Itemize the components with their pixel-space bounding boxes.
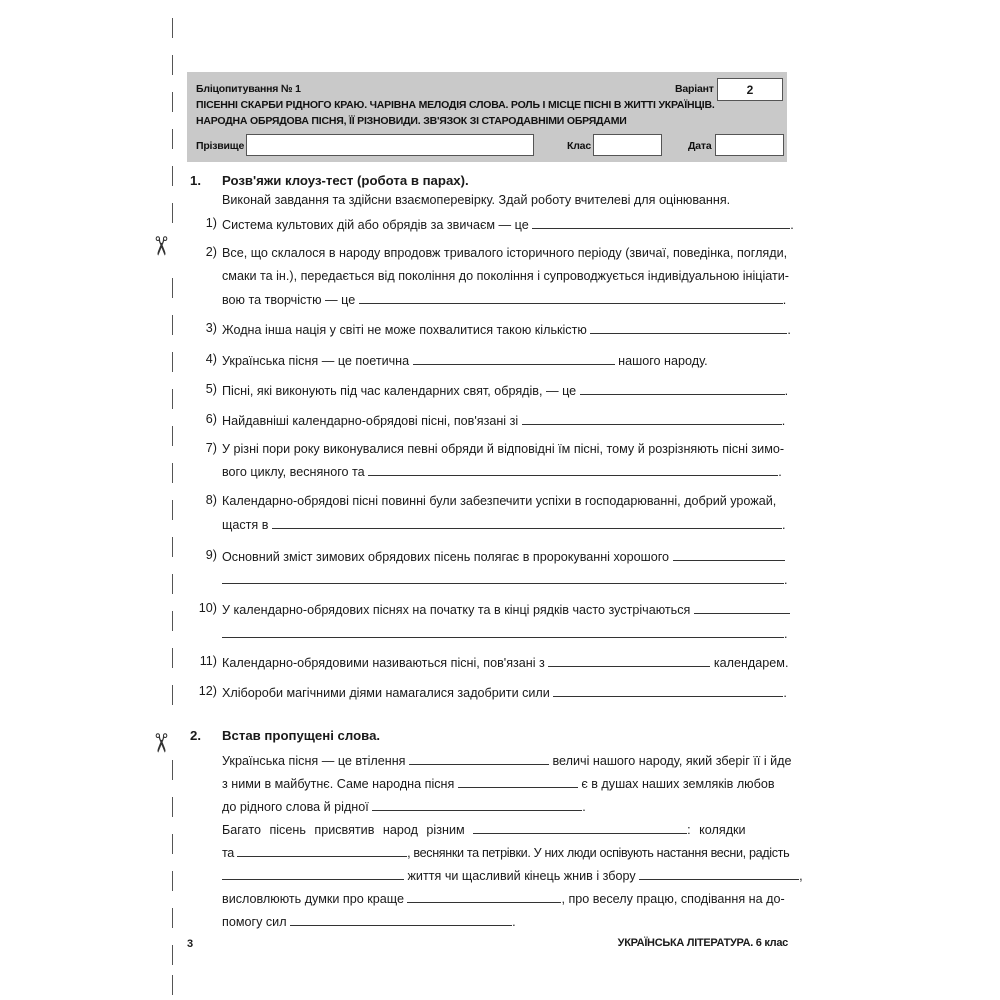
answer-blank[interactable]: [372, 798, 582, 811]
task-1-item-2-line-2: смаки та ін.), передається від покоління до покоління і супроводжується індивідуальною ініціати-: [222, 269, 790, 283]
answer-blank[interactable]: [222, 571, 784, 584]
text: помогу сил: [222, 915, 287, 929]
answer-blank[interactable]: [290, 913, 512, 926]
item-text: У календарно-обрядових піснях на початку та в кінці рядків часто зустрічаються: [222, 603, 691, 617]
variant-label: Варіант: [675, 83, 714, 95]
item-text: Хлібороби магічними діями намагалися задобрити сили: [222, 686, 550, 700]
text: , про веселу працю, сподівання на до-: [561, 892, 785, 906]
task-1-item-10-continuation: [222, 625, 788, 642]
answer-blank[interactable]: [413, 352, 615, 365]
answer-blank[interactable]: [639, 867, 799, 880]
cut-line-segment: [172, 611, 173, 631]
item-text: Основний зміст зимових обрядових пісень полягає в пророкуванні хорошого: [222, 550, 670, 564]
task-1-item-9: [222, 548, 785, 565]
item-number: 10): [198, 601, 217, 615]
answer-blank[interactable]: [532, 216, 790, 229]
item-number: 11): [199, 654, 217, 668]
cut-line-segment: [172, 203, 173, 223]
class-label: Клас: [567, 140, 591, 152]
task-2-line-7: [222, 890, 785, 907]
text: та: [222, 846, 234, 860]
item-number: 2): [205, 245, 217, 259]
page-number: 3: [187, 938, 194, 950]
task-1-item-12: [222, 684, 787, 701]
answer-blank[interactable]: [368, 463, 778, 476]
cut-line-segment: [172, 463, 173, 483]
period: .: [783, 686, 787, 700]
cut-line-segment: [172, 908, 173, 928]
answer-blank[interactable]: [222, 867, 404, 880]
scissors-icon: ✂: [145, 732, 176, 754]
cut-line-segment: [172, 55, 173, 75]
cut-line-segment: [172, 834, 173, 854]
task-1-item-2-line-1: Все, що склалося в народу впродовж тривалого історичного періоду (звичаї, поведінка, погляди,: [222, 246, 788, 260]
topic-line-1: ПІСЕННІ СКАРБИ РІДНОГО КРАЮ. ЧАРІВНА МЕЛОДІЯ СЛОВА. РОЛЬ І МІСЦЕ ПІСНІ В ЖИТТІ УКРАЇНЦІВ.: [196, 99, 715, 111]
text: ,: [799, 869, 803, 883]
period: .: [784, 627, 788, 641]
item-number: 5): [205, 382, 217, 396]
task-1-item-7-line-1: У різні пори року виконувалися певні обряди й відповідні їм пісні, тому й розрізняють пісні зимо-: [222, 442, 785, 456]
task-1-item-9-continuation: [222, 571, 788, 588]
text: величі нашого народу, який зберіг її і йде: [552, 754, 792, 768]
cut-line-segment: [172, 18, 173, 38]
item-text: Пісні, які виконують під час календарних свят, обрядів, — це: [222, 384, 577, 398]
task-1-item-2-line-3: [222, 291, 786, 308]
book-title: УКРАЇНСЬКА ЛІТЕРАТУРА. 6 клас: [617, 937, 788, 949]
item-number: 7): [205, 441, 217, 455]
cut-line-segment: [172, 574, 173, 594]
period: .: [781, 414, 786, 428]
answer-blank[interactable]: [590, 321, 787, 334]
cut-line-segment: [172, 648, 173, 668]
worksheet-header: [187, 72, 787, 162]
topic-line-2: НАРОДНА ОБРЯДОВА ПІСНЯ, ЇЇ РІЗНОВИДИ. ЗВ'ЯЗОК ЗІ СТАРОДАВНІМИ ОБРЯДАМИ: [196, 115, 627, 127]
answer-blank[interactable]: [222, 625, 784, 638]
cut-line-segment: [172, 278, 173, 298]
cut-line-segment: [172, 945, 173, 965]
task-1-item-4: [222, 352, 708, 369]
item-text: вого циклу, весняного та: [222, 465, 365, 479]
period: .: [778, 465, 782, 479]
period: .: [781, 518, 786, 532]
period: .: [790, 218, 794, 232]
task-2-line-8: [222, 913, 516, 930]
item-text: Календарно-обрядовими називаються пісні, пов'язані з: [222, 656, 545, 670]
task-2-line-2: [222, 775, 775, 792]
task-2-line-5: [222, 844, 789, 861]
task-2-line-4: [222, 821, 746, 838]
task-1-item-3: [222, 321, 791, 338]
text: .: [512, 915, 516, 929]
cut-line-segment: [172, 760, 173, 780]
cut-line-segment: [172, 166, 173, 186]
item-text-after: нашого народу.: [618, 354, 708, 368]
period: .: [582, 800, 586, 814]
task-1-item-8-line-1: Календарно-обрядові пісні повинні були забезпечити успіхи в господарюванні, добрий урожай,: [222, 494, 777, 508]
answer-blank[interactable]: [272, 516, 782, 529]
answer-blank[interactable]: [407, 890, 561, 903]
task-1-item-7-line-2: [222, 463, 782, 480]
date-field[interactable]: [715, 134, 784, 156]
cut-line-segment: [172, 975, 173, 995]
cut-line-segment: [172, 389, 173, 409]
date-label: Дата: [688, 140, 712, 152]
text: з ними в майбутнє. Саме народна пісня: [222, 777, 455, 791]
cut-line-segment: [172, 92, 173, 112]
item-text: щастя в: [222, 518, 269, 532]
task-1-item-11: [222, 654, 788, 671]
task-2-title: Встав пропущені слова.: [222, 728, 381, 743]
item-text: Жодна інша нація у світі не може похвалитися такою кількістю: [222, 323, 587, 337]
quiz-title: Бліцопитування № 1: [196, 83, 301, 95]
cut-line-segment: [172, 129, 173, 149]
period: .: [782, 293, 787, 307]
item-number: 1): [205, 216, 217, 230]
answer-blank[interactable]: [522, 412, 782, 425]
task-2-number: 2.: [190, 728, 201, 743]
answer-blank[interactable]: [694, 601, 790, 614]
answer-blank[interactable]: [580, 382, 785, 395]
item-number: 4): [205, 352, 217, 366]
answer-blank[interactable]: [458, 775, 578, 788]
period: .: [784, 573, 788, 587]
period: .: [787, 323, 791, 337]
cut-line-segment: [172, 500, 173, 520]
task-2-line-1: [222, 752, 792, 769]
variant-value: 2: [717, 78, 783, 101]
surname-field[interactable]: [246, 134, 534, 156]
item-number: 9): [205, 548, 217, 562]
item-text: Українська пісня — це поетична: [222, 354, 410, 368]
text: , веснянки та петрівки. У них люди оспівують настання весни, радість: [407, 846, 790, 860]
answer-blank[interactable]: [409, 752, 549, 765]
task-1-item-6: [222, 412, 785, 429]
answer-blank[interactable]: [473, 821, 687, 834]
task-1-number: 1.: [190, 173, 201, 188]
task-2-line-6: [222, 867, 803, 884]
task-2-line-3: [222, 798, 586, 815]
answer-blank[interactable]: [548, 654, 710, 667]
text: життя чи щасливий кінець жнив і збору: [407, 869, 636, 883]
cut-line-segment: [172, 426, 173, 446]
cut-line-segment: [172, 871, 173, 891]
cut-line-segment: [172, 685, 173, 705]
period: .: [784, 384, 789, 398]
item-number: 6): [205, 412, 217, 426]
cut-line-segment: [172, 797, 173, 817]
item-number: 3): [205, 321, 217, 335]
item-number: 8): [205, 493, 217, 507]
answer-blank[interactable]: [237, 844, 407, 857]
task-1-instruction: Виконай завдання та здійсни взаємоперевірку. Здай роботу вчителеві для оцінювання.: [222, 193, 731, 207]
text: є в душах наших земляків любов: [581, 777, 775, 791]
text: Українська пісня — це втілення: [222, 754, 406, 768]
text: до рідного слова й рідної: [222, 800, 369, 814]
cut-line-segment: [172, 352, 173, 372]
item-text-after: календарем.: [713, 656, 789, 670]
class-field[interactable]: [593, 134, 662, 156]
task-1-title: Розв'яжи клоуз-тест (робота в парах).: [222, 173, 469, 188]
item-number: 12): [198, 684, 217, 698]
item-text: Найдавніші календарно-обрядові пісні, пов'язані зі: [222, 414, 519, 428]
text: Багато пісень присвятив народ різним: [222, 823, 465, 837]
task-1-item-1: [222, 216, 794, 233]
task-1-item-8-line-2: [222, 516, 785, 533]
task-1-item-10: [222, 601, 790, 618]
item-text: вою та творчістю — це: [222, 293, 356, 307]
surname-label: Прізвище: [196, 140, 245, 152]
answer-blank[interactable]: [673, 548, 785, 561]
answer-blank[interactable]: [359, 291, 783, 304]
task-1-item-5: [222, 382, 788, 399]
scissors-icon: ✂: [145, 235, 176, 257]
cut-line-segment: [172, 315, 173, 335]
text: висловлюють думки про краще: [222, 892, 404, 906]
cut-line-segment: [172, 537, 173, 557]
answer-blank[interactable]: [553, 684, 783, 697]
item-text: Система культових дій або обрядів за звичаєм — це: [222, 218, 529, 232]
text: : колядки: [687, 823, 746, 837]
